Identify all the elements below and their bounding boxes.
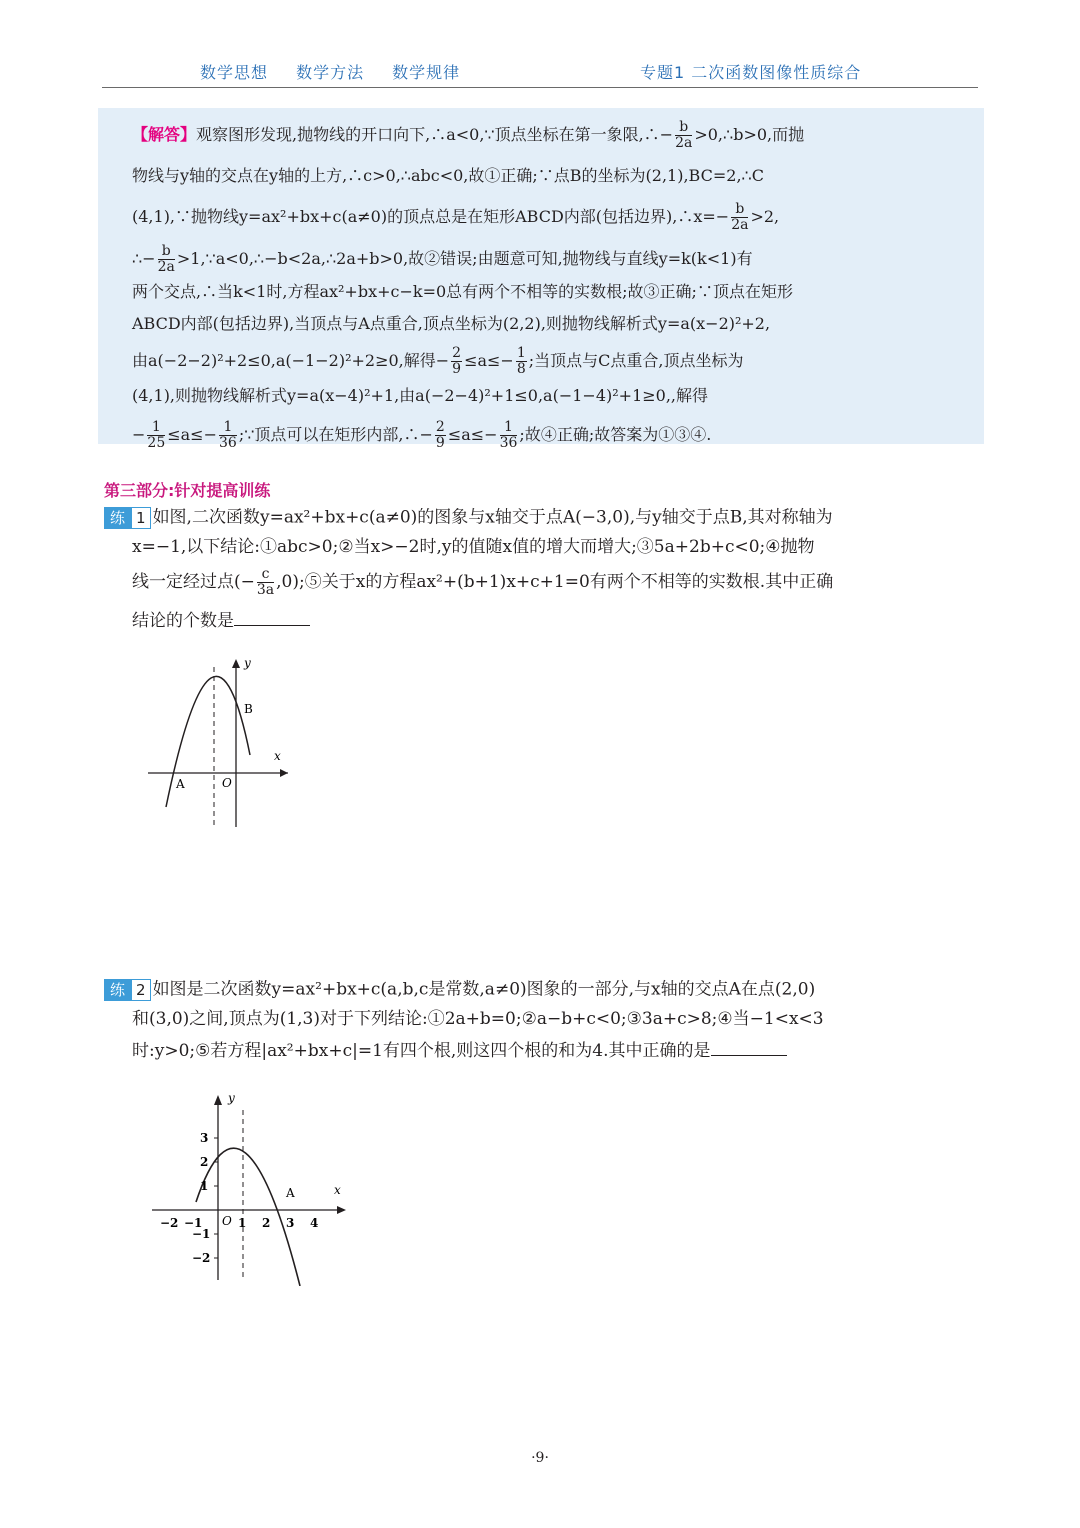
page-header [0,58,1080,88]
fraction: $\frac{1}{36}$ [499,419,518,451]
x-tick-label: 2 [262,1216,271,1230]
exercise-1-line-2: x=−1,以下结论:①abc>0;②当x>−2时,y的值随x值的增大而增大;③5a+2b+c<0;④抛物 [132,537,815,557]
fraction: $\frac{c}{3a}$ [256,566,275,598]
y-tick-label: 2 [200,1155,209,1169]
y-axis-arrow [214,1095,222,1105]
answer-line-3: (4,1),∵抛物线y=ax²+bx+c(a≠0)的顶点总是在矩形ABCD内部(包括边界),∴x=− $\frac{b}{2a}$ >2, [132,201,780,233]
parabola [196,1148,300,1286]
answer-blank [234,609,310,626]
y-tick-label: 1 [200,1179,209,1193]
point-b-label: B [244,702,253,716]
x-axis-arrow [337,1206,346,1214]
fraction: $\frac{b}{2a}$ [157,243,175,275]
answer-line-4: ∴− $\frac{b}{2a}$ >1,∵a<0,∴−b<2a,∴2a+b>0,故②错误;由题意可知,抛物线与直线y=k(k<1)有 [132,243,753,275]
answer-line-6: ABCD内部(包括边界),当顶点与A点重合,顶点坐标为(2,2),则抛物线解析式y=a(x−2)²+2, [132,314,771,333]
section-title: 第三部分:针对提高训练 [104,481,271,500]
exercise-1-graph [140,655,300,835]
point-a-label: A [176,777,185,791]
answer-line-9: − $\frac{1}{25}$ ≤a≤− $\frac{1}{36}$ ;∵顶点可以在矩形内部,∴− $\frac{2}{9}$ ≤a≤− $\frac{1}{36}$ ;故④正确;故答案为①③④. [132,419,712,451]
origin-label: O [222,1214,232,1228]
answer-blank [711,1039,787,1056]
header-rule [102,87,978,88]
fraction: $\frac{2}{9}$ [452,345,462,377]
x-tick-label: 3 [286,1216,295,1230]
x-tick-label: 4 [310,1216,319,1230]
x-tick-label: −1 [184,1216,203,1230]
y-tick-label: −1 [192,1227,211,1241]
fraction: $\frac{2}{9}$ [435,419,445,451]
fraction: $\frac{1}{8}$ [516,345,526,377]
exercise-1-line-3: 线一定经过点(− $\frac{c}{3a}$ ,0);⑤关于x的方程ax²+(b+1)x+c+1=0有两个不相等的实数根.其中正确 [132,566,834,598]
x-tick-label: 1 [238,1216,247,1230]
page-number: ·9· [531,1450,549,1466]
answer-line-8: (4,1),则抛物线解析式y=a(x−4)²+1,由a(−2−4)²+1≤0,a(−1−4)²+1≥0,,解得 [132,386,709,405]
answer-box [98,108,984,451]
point-a-label: A [286,1186,295,1200]
fraction: $\frac{b}{2a}$ [731,201,749,233]
exercise-2-line-3: 时:y>0;⑤若方程|ax²+bx+c|=1有四个根,则这四个根的和为4.其中正确的是 [132,1039,787,1061]
answer-line-5: 两个交点,∴当k<1时,方程ax²+bx+c−k=0总有两个不相等的实数根;故③正确;∵顶点在矩形 [132,282,793,301]
x-label: x [274,749,281,763]
exercise-2-line-1: 练 2 如图是二次函数y=ax²+bx+c(a,b,c是常数,a≠0)图象的一部分,与x轴的交点A在点(2,0) [104,979,815,1001]
y-tick-label: −2 [192,1251,211,1265]
exercise-badge: 练 1 [104,507,151,529]
fraction: $\frac{1}{25}$ [147,419,166,451]
x-tick-label: −2 [160,1216,179,1230]
exercise-2-graph [148,1090,358,1286]
y-tick-label: 3 [200,1131,209,1145]
answer-line-2: 物线与y轴的交点在y轴的上方,∴c>0,∴abc<0,故①正确;∵点B的坐标为(2,1),BC=2,∴C [132,166,764,185]
x-label: x [334,1183,341,1197]
x-axis-arrow [280,769,288,777]
answer-tag: 【解答】 [132,125,197,144]
y-label: y [228,1091,235,1105]
header-right: 专题1 二次函数图像性质综合 [640,63,862,82]
y-axis-arrow [232,659,240,668]
fraction: $\frac{1}{36}$ [219,419,237,451]
answer-line-1: 【解答】观察图形发现,抛物线的开口向下,∴a<0,∵顶点坐标在第一象限,∴− $\frac{b}{2a}$ >0,∴b>0,而抛 [132,119,805,151]
answer-line-7: 由a(−2−2)²+2≤0,a(−1−2)²+2≥0,解得− $\frac{2}{9}$ ≤a≤− $\frac{1}{8}$ ;当顶点与C点重合,顶点坐标为 [132,345,744,377]
origin-label: O [222,776,232,790]
exercise-badge: 练 2 [104,979,151,1001]
exercise-1-line-4: 结论的个数是 [132,609,310,631]
header-left: 数学思想 数学方法 数学规律 [200,63,461,82]
fraction: $\frac{b}{2a}$ [675,119,693,151]
exercise-2-line-2: 和(3,0)之间,顶点为(1,3)对于下列结论:①2a+b=0;②a−b+c<0;③3a+c>8;④当−1<x<3 [132,1009,824,1029]
exercise-1-line-1: 练 1 如图,二次函数y=ax²+bx+c(a≠0)的图象与x轴交于点A(−3,0),与y轴交于点B,其对称轴为 [104,507,833,529]
y-label: y [244,656,251,670]
